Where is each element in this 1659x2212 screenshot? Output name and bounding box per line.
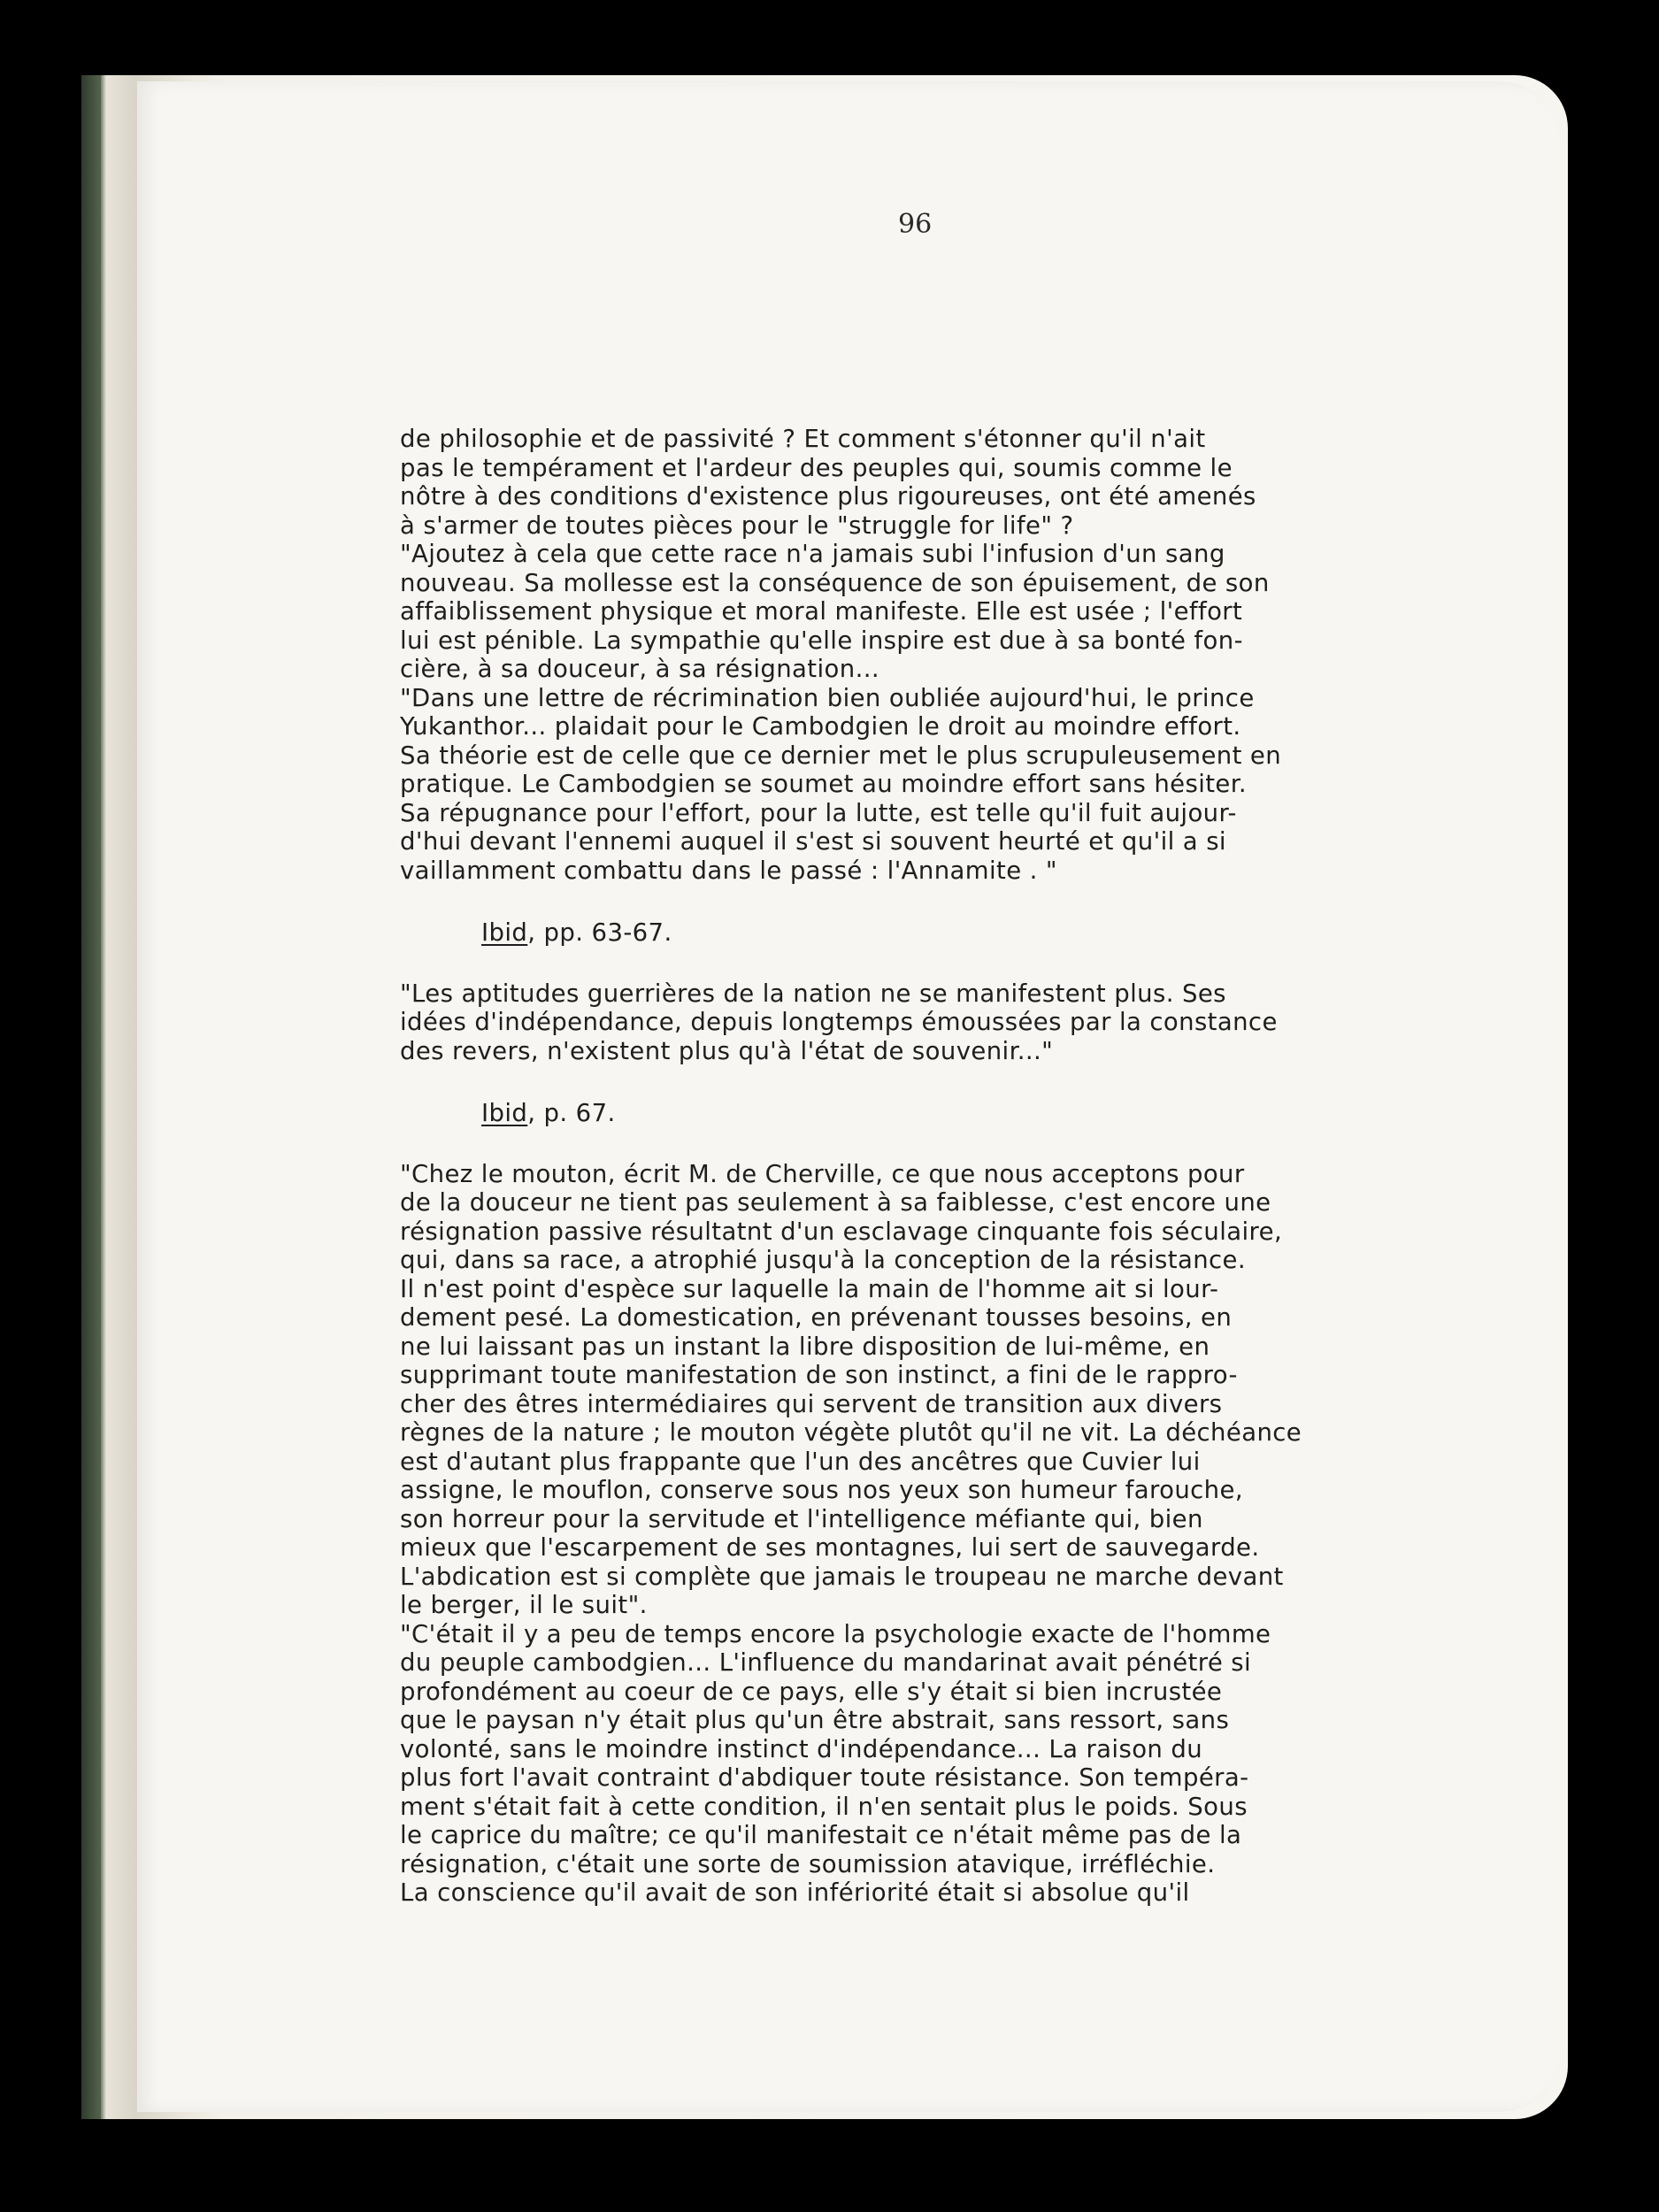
spacer — [400, 885, 1462, 918]
text-line: d'hui devant l'ennemi auquel il s'est si souvent heurté et qu'il a si — [400, 827, 1226, 856]
text-line: affaiblissement physique et moral manifeste. Elle est usée ; l'effort — [400, 597, 1243, 626]
reference-pages: , p. 67. — [527, 1099, 616, 1127]
text-line: mieux que l'escarpement de ses montagnes, lui sert de sauvegarde. — [400, 1533, 1260, 1562]
text-line: supprimant toute manifestation de son instinct, a fini de le rappro- — [400, 1361, 1238, 1389]
text-line: La conscience qu'il avait de son infériorité était si absolue qu'il — [400, 1878, 1190, 1907]
text-line: dement pesé. La domestication, en prévenant tousses besoins, en — [400, 1303, 1233, 1332]
page-number: 96 — [898, 209, 933, 240]
text-line: nouveau. Sa mollesse est la conséquence de son épuisement, de son — [400, 568, 1270, 597]
text-line: ment s'était fait à cette condition, il n'en sentait plus le poids. Sous — [400, 1792, 1248, 1821]
text-line: nôtre à des conditions d'existence plus rigoureuses, ont été amenés — [400, 482, 1256, 511]
spacer — [400, 1128, 1462, 1160]
reference-ibid: Ibid — [481, 918, 528, 947]
text-line: pas le tempérament et l'ardeur des peuples qui, soumis comme le — [400, 453, 1233, 482]
text-line: est d'autant plus frappante que l'un des ancêtres que Cuvier lui — [400, 1447, 1201, 1476]
bleed-through-text — [403, 400, 666, 426]
text-line: cière, à sa douceur, à sa résignation... — [400, 655, 880, 683]
text-line: Sa répugnance pour l'effort, pour la lutte, est telle qu'il fuit aujour- — [400, 798, 1237, 827]
paragraph-3 — [400, 1160, 1462, 1908]
text-line: cher des êtres intermédiaires qui servent de transition aux divers — [400, 1389, 1223, 1418]
text-line: volonté, sans le moindre instinct d'indépendance... La raison du — [400, 1734, 1203, 1763]
text-line: le berger, il le suit". — [400, 1591, 648, 1619]
text-line: pratique. Le Cambodgien se soumet au moindre effort sans hésiter. — [400, 770, 1248, 798]
body-text — [400, 425, 1462, 1908]
text-line: à s'armer de toutes pièces pour le "struggle for life" ? — [400, 511, 1074, 540]
text-line: de philosophie et de passivité ? Et comment s'étonner qu'il n'ait — [400, 425, 1206, 453]
reference-1 — [400, 918, 1462, 948]
text-line: Sa théorie est de celle que ce dernier met le plus scrupuleusement en — [400, 741, 1282, 770]
text-line: "C'était il y a peu de temps encore la psychologie exacte de l'homme — [400, 1619, 1271, 1648]
paragraph-1 — [400, 425, 1462, 885]
text-line: L'abdication est si complète que jamais le troupeau ne marche devant — [400, 1562, 1284, 1591]
text-line: Yukanthor... plaidait pour le Cambodgien le droit au moindre effort. — [400, 712, 1241, 741]
text-line: que le paysan n'y était plus qu'un être abstrait, sans ressort, sans — [400, 1706, 1230, 1734]
reference-2 — [400, 1099, 1462, 1128]
text-line: "Les aptitudes guerrières de la nation ne se manifestent plus. Ses — [400, 979, 1226, 1008]
text-line: lui est pénible. La sympathie qu'elle inspire est due à sa bonté fon- — [400, 626, 1243, 655]
text-line: règnes de la nature ; le mouton végète plutôt qu'il ne vit. La déchéance — [400, 1418, 1302, 1447]
text-line: vaillamment combattu dans le passé : l'Annamite . " — [400, 856, 1057, 885]
text-line: résignation passive résultatnt d'un esclavage cinquante fois séculaire, — [400, 1217, 1283, 1246]
text-line: le caprice du maître; ce qu'il manifestait ce n'était même pas de la — [400, 1821, 1242, 1849]
text-line: du peuple cambodgien... L'influence du mandarinat avait pénétré si — [400, 1648, 1252, 1677]
text-line: qui, dans sa race, a atrophié jusqu'à la conception de la résistance. — [400, 1246, 1247, 1274]
book-spine-edge — [81, 75, 101, 2119]
text-line: son horreur pour la servitude et l'intelligence méfiante qui, bien — [400, 1504, 1203, 1533]
text-line: "Chez le mouton, écrit M. de Cherville, ce que nous acceptons pour — [400, 1159, 1245, 1188]
text-line: assigne, le mouflon, conserve sous nos yeux son humeur farouche, — [400, 1476, 1243, 1504]
paragraph-2 — [400, 979, 1462, 1066]
text-line: profondément au coeur de ce pays, elle s'y était si bien incrustée — [400, 1677, 1223, 1706]
text-line: résignation, c'était une sorte de soumission atavique, irréfléchie. — [400, 1849, 1216, 1878]
reference-ibid: Ibid — [481, 1099, 528, 1127]
reference-pages: , pp. 63-67. — [527, 918, 672, 947]
text-line: idées d'indépendance, depuis longtemps émoussées par la constance — [400, 1008, 1278, 1036]
spacer — [400, 1065, 1462, 1099]
text-line: ne lui laissant pas un instant la libre disposition de lui-même, en — [400, 1332, 1210, 1361]
text-line: des revers, n'existent plus qu'à l'état de souvenir..." — [400, 1036, 1054, 1065]
text-line: "Dans une lettre de récrimination bien oubliée aujourd'hui, le prince — [400, 683, 1255, 712]
text-line: de la douceur ne tient pas seulement à sa faiblesse, c'est encore une — [400, 1188, 1271, 1217]
text-line: Il n'est point d'espèce sur laquelle la main de l'homme ait si lour- — [400, 1274, 1219, 1303]
spacer — [400, 948, 1462, 979]
text-line: "Ajoutez à cela que cette race n'a jamais subi l'infusion d'un sang — [400, 540, 1225, 568]
text-line: plus fort l'avait contraint d'abdiquer toute résistance. Son tempéra- — [400, 1763, 1249, 1792]
